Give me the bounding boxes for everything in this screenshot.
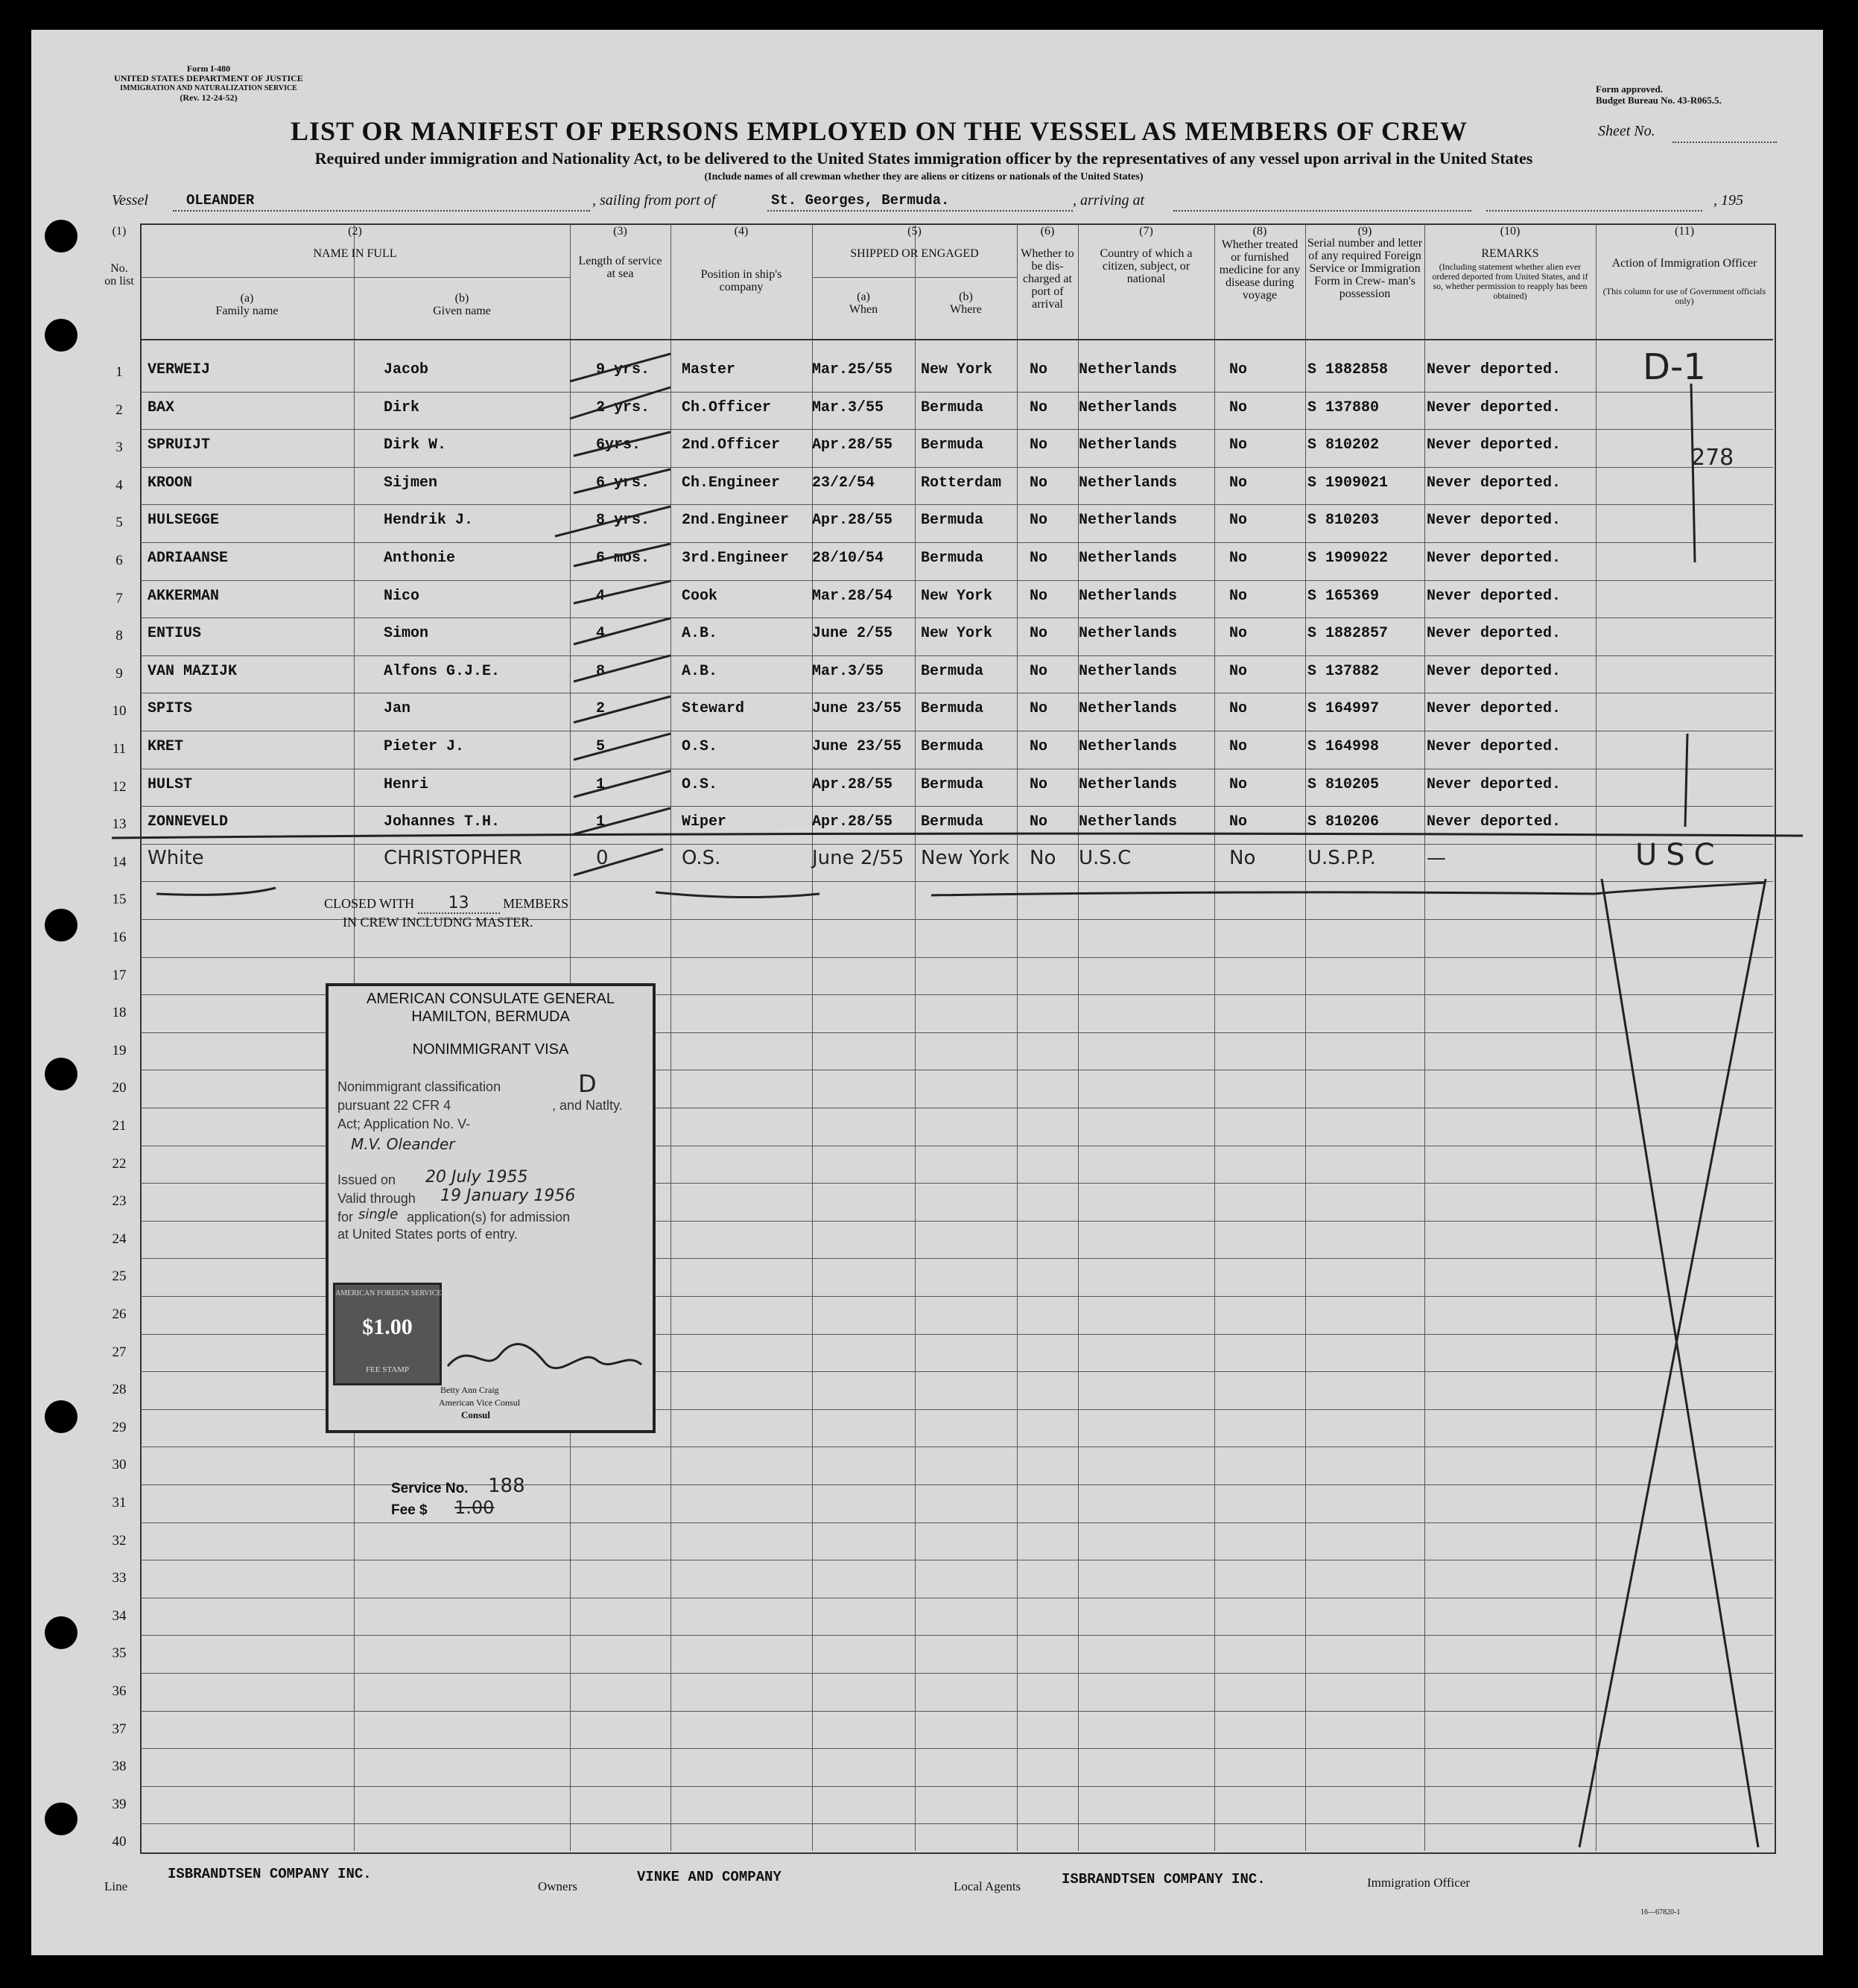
stamp-line2: HAMILTON, BERMUDA <box>411 1009 570 1025</box>
footer-officer-label: Immigration Officer <box>1367 1876 1471 1890</box>
revision: (Rev. 12-24-52) <box>180 92 238 103</box>
crew-country: Netherlands <box>1079 436 1178 454</box>
crew-shipped-when: Apr.28/55 <box>812 775 893 793</box>
crew-serial-number: S 810205 <box>1307 775 1380 793</box>
crew-serial-number: S 810203 <box>1307 512 1380 530</box>
crew-serial-number: U.S.P.P. <box>1307 846 1376 869</box>
crew-family-name: White <box>148 846 204 869</box>
crew-discharged: No <box>1030 700 1048 718</box>
crew-country: Netherlands <box>1079 738 1178 755</box>
crew-length-of-service: 9 yrs. <box>596 361 650 378</box>
crew-remarks: Never deported. <box>1427 398 1561 416</box>
col-8-number: (8) <box>1252 225 1267 238</box>
crew-family-name: SPRUIJT <box>148 436 211 454</box>
col-1-number: (1) <box>112 225 127 238</box>
crew-position: Steward <box>682 700 745 718</box>
crew-position: Ch.Officer <box>682 398 772 416</box>
crew-family-name: BAX <box>148 398 175 416</box>
stamp-application: application(s) for admission <box>407 1210 571 1225</box>
col-11-header: Action of Immigration Officer <box>1611 257 1757 270</box>
col-2a-header: (a) Family name <box>215 292 279 317</box>
crew-shipped-when: 23/2/54 <box>812 474 875 492</box>
crew-serial-number: S 137880 <box>1307 398 1380 416</box>
col-10-header: REMARKS <box>1481 247 1539 260</box>
stamp-pursuant: pursuant 22 CFR 4 <box>337 1098 451 1113</box>
stamp-natlty: , and Natlty. <box>552 1098 623 1113</box>
col-3-header: Length of service at sea <box>578 255 662 280</box>
crew-given-name: Anthonie <box>384 550 456 567</box>
footer-agents-label: Local Agents <box>954 1879 1021 1893</box>
crew-position: O.S. <box>682 775 718 793</box>
crew-serial-number: S 1882858 <box>1307 361 1389 378</box>
crew-remarks: Never deported. <box>1427 700 1561 718</box>
row-number: 40 <box>112 1834 127 1850</box>
vessel-label: Vessel <box>112 192 148 209</box>
crew-discharged: No <box>1030 398 1048 416</box>
row-number: 17 <box>112 967 127 983</box>
row-number: 23 <box>112 1193 127 1210</box>
crew-serial-number: S 137882 <box>1307 662 1380 680</box>
row-number: 3 <box>115 439 123 456</box>
crew-family-name: HULSEGGE <box>148 512 220 530</box>
crew-shipped-where: Rotterdam <box>921 474 1002 492</box>
row-number: 34 <box>112 1607 127 1624</box>
crew-shipped-where: Bermuda <box>921 662 984 680</box>
crew-family-name: ADRIAANSE <box>148 550 229 567</box>
crew-shipped-where: Bermuda <box>921 775 984 793</box>
footer-agents-value: ISBRANDTSEN COMPANY INC. <box>1062 1871 1266 1887</box>
crew-remarks: Never deported. <box>1427 587 1561 605</box>
row-number: 4 <box>115 477 123 493</box>
crew-position: Cook <box>682 587 718 605</box>
crew-shipped-where: Bermuda <box>921 550 984 567</box>
officer-usc: USC <box>1635 838 1724 872</box>
sailing-label: , sailing from port of <box>592 192 716 209</box>
footer-line-value: ISBRANDTSEN COMPANY INC. <box>168 1866 372 1882</box>
col-5b-header: (b) Where <box>950 290 982 316</box>
row-number: 20 <box>112 1080 127 1096</box>
crew-family-name: KRET <box>148 738 184 755</box>
service: IMMIGRATION AND NATURALIZATION SERVICE <box>120 84 297 92</box>
row-number: 26 <box>112 1306 127 1322</box>
row-number: 22 <box>112 1155 127 1172</box>
closed-note <box>324 894 568 914</box>
crew-discharged: No <box>1030 813 1048 831</box>
crew-remarks: Never deported. <box>1427 361 1561 378</box>
crew-shipped-where: New York <box>921 625 993 643</box>
stamp-for-label: for <box>337 1210 354 1225</box>
crew-shipped-when: June 2/55 <box>812 625 893 643</box>
row-number: 32 <box>112 1532 127 1549</box>
fee-stamp-bottom: FEE STAMP <box>365 1365 410 1374</box>
crew-family-name: HULST <box>148 775 193 793</box>
col-4-number: (4) <box>734 225 749 238</box>
crew-remarks: Never deported. <box>1427 474 1561 492</box>
col-11-note: (This column for use of Government officials only) <box>1602 286 1766 306</box>
row-number: 30 <box>112 1457 127 1473</box>
stamp-valid: 19 January 1956 <box>440 1187 576 1205</box>
stamp-ports: at United States ports of entry. <box>337 1227 518 1242</box>
crew-treated: No <box>1229 587 1248 605</box>
row-number: 28 <box>112 1382 127 1398</box>
row-number: 1 <box>115 364 123 380</box>
col-7-header: Country of which a citizen, subject, or national <box>1100 247 1193 285</box>
crew-shipped-when: June 2/55 <box>812 846 904 869</box>
crew-family-name: AKKERMAN <box>148 587 220 605</box>
crew-country: Netherlands <box>1079 474 1178 492</box>
crew-length-of-service: 0 <box>596 846 609 869</box>
col-5-header: SHIPPED OR ENGAGED <box>850 247 979 260</box>
col-2-number: (2) <box>348 225 362 238</box>
row-number: 5 <box>115 515 123 531</box>
fee-stamp-amount: $1.00 <box>362 1315 413 1339</box>
col-5a-header: (a) When <box>849 290 878 316</box>
page-title: LIST OR MANIFEST OF PERSONS EMPLOYED ON THE VESSEL AS MEMBERS OF CREW <box>291 116 1468 146</box>
department: UNITED STATES DEPARTMENT OF JUSTICE <box>114 73 303 83</box>
crew-country: Netherlands <box>1079 662 1178 680</box>
crew-length-of-service: 4 <box>596 587 606 605</box>
crew-discharged: No <box>1030 512 1048 530</box>
col-4-header: Position in ship's company <box>700 268 782 293</box>
crew-serial-number: S 810206 <box>1307 813 1380 831</box>
stamp-line3: NONIMMIGRANT VISA <box>412 1041 569 1058</box>
subtitle: Required under immigration and Nationality Act, to be delivered to the United States immigration officer by the representatives of any vessel upon arrival in the United States <box>314 149 1533 168</box>
crew-treated: No <box>1229 846 1256 869</box>
row-number: 18 <box>112 1005 127 1021</box>
stamp-vessel: M.V. Oleander <box>351 1135 455 1153</box>
crew-position: Master <box>682 361 736 378</box>
crew-shipped-when: Apr.28/55 <box>812 813 893 831</box>
crew-length-of-service: 8 yrs. <box>596 512 650 530</box>
crew-country: Netherlands <box>1079 550 1178 567</box>
fee-label: Fee $ <box>391 1502 428 1518</box>
crew-country: Netherlands <box>1079 361 1178 378</box>
crew-remarks: Never deported. <box>1427 436 1561 454</box>
crew-given-name: Henri <box>384 775 429 793</box>
crew-position: Wiper <box>682 813 727 831</box>
crew-given-name: Alfons G.J.E. <box>384 662 501 680</box>
crew-given-name: CHRISTOPHER <box>384 846 523 869</box>
fee-stamp-top: AMERICAN FOREIGN SERVICE <box>335 1289 442 1298</box>
footer-owners-value: VINKE AND COMPANY <box>637 1869 781 1885</box>
crew-family-name: VERWEIJ <box>148 361 211 378</box>
crew-shipped-where: Bermuda <box>921 398 984 416</box>
crew-remarks: — <box>1427 846 1446 869</box>
visa-stamp <box>326 983 656 1433</box>
crew-treated: No <box>1229 813 1248 831</box>
crew-shipped-where: New York <box>921 846 1010 869</box>
form-approved: Form approved. <box>1596 83 1664 95</box>
arriving-label: , arriving at <box>1073 192 1145 209</box>
fee-stamp <box>333 1283 442 1385</box>
stamp-signer: Betty Ann Craig <box>440 1385 499 1395</box>
crew-treated: No <box>1229 662 1248 680</box>
crew-shipped-when: Mar.25/55 <box>812 361 893 378</box>
col-1-header: No. on list <box>104 262 134 288</box>
stamp-valid-label: Valid through <box>337 1191 416 1206</box>
crew-given-name: Jacob <box>384 361 429 378</box>
stamp-act: Act; Application No. V- <box>337 1117 471 1131</box>
crew-shipped-when: Mar.28/54 <box>812 587 893 605</box>
crew-discharged: No <box>1030 662 1048 680</box>
crew-given-name: Jan <box>384 700 411 718</box>
row-number: 14 <box>112 854 127 870</box>
crew-position: A.B. <box>682 625 718 643</box>
closed-line2: IN CREW INCLUDNG MASTER. <box>343 915 533 930</box>
crew-position: O.S. <box>682 846 721 869</box>
stamp-classification: D <box>578 1070 597 1098</box>
crew-position: 2nd.Officer <box>682 436 781 454</box>
crew-length-of-service: 6 mos. <box>596 550 650 567</box>
crew-family-name: KROON <box>148 474 193 492</box>
crew-serial-number: S 165369 <box>1307 587 1380 605</box>
crew-shipped-when: 28/10/54 <box>812 550 884 567</box>
row-number: 15 <box>112 892 127 908</box>
crew-serial-number: S 1909021 <box>1307 474 1389 492</box>
stamp-for-value: single <box>358 1207 399 1222</box>
crew-length-of-service: 1 <box>596 813 606 831</box>
crew-country: Netherlands <box>1079 587 1178 605</box>
col-9-number: (9) <box>1357 225 1372 238</box>
year-label: , 195 <box>1713 192 1743 209</box>
footer-owners-label: Owners <box>538 1879 577 1893</box>
crew-family-name: ZONNEVELD <box>148 813 229 831</box>
officer-code: D-1 <box>1643 346 1706 388</box>
closed-label: CLOSED WITH <box>324 896 415 911</box>
crew-remarks: Never deported. <box>1427 625 1561 643</box>
crew-given-name: Hendrik J. <box>384 512 474 530</box>
row-number: 39 <box>112 1796 127 1812</box>
crew-country: Netherlands <box>1079 398 1178 416</box>
crew-given-name: Dirk <box>384 398 420 416</box>
crew-given-name: Nico <box>384 587 420 605</box>
crew-serial-number: S 164998 <box>1307 738 1380 755</box>
crew-country: Netherlands <box>1079 625 1178 643</box>
row-number: 29 <box>112 1419 127 1435</box>
crew-discharged: No <box>1030 436 1048 454</box>
officer-number: 278 <box>1691 445 1734 471</box>
stamp-title2: Consul <box>461 1409 491 1420</box>
crew-shipped-when: Mar.3/55 <box>812 398 884 416</box>
crew-length-of-service: 6 yrs. <box>596 474 650 492</box>
crew-treated: No <box>1229 775 1248 793</box>
crew-country: U.S.C <box>1079 846 1132 869</box>
crew-serial-number: S 810202 <box>1307 436 1380 454</box>
row-number: 19 <box>112 1042 127 1058</box>
col-6-header: Whether to be dis- charged at port of arrival <box>1021 247 1074 311</box>
crew-remarks: Never deported. <box>1427 550 1561 567</box>
row-number: 24 <box>112 1230 127 1247</box>
crew-length-of-service: 4 <box>596 625 606 643</box>
row-number: 36 <box>112 1683 127 1699</box>
crew-shipped-where: New York <box>921 361 993 378</box>
crew-shipped-where: Bermuda <box>921 813 984 831</box>
col-6-number: (6) <box>1040 225 1055 238</box>
crew-treated: No <box>1229 550 1248 567</box>
crew-position: Ch.Engineer <box>682 474 781 492</box>
crew-length-of-service: 2 <box>596 700 606 718</box>
crew-discharged: No <box>1030 587 1048 605</box>
col-5-number: (5) <box>907 225 922 238</box>
crew-treated: No <box>1229 700 1248 718</box>
row-number: 25 <box>112 1268 127 1285</box>
crew-discharged: No <box>1030 361 1048 378</box>
crew-discharged: No <box>1030 738 1048 755</box>
crew-length-of-service: 8 <box>596 662 606 680</box>
sailing-port: St. Georges, Bermuda. <box>771 192 950 209</box>
row-number: 12 <box>112 778 127 795</box>
crew-discharged: No <box>1030 846 1056 869</box>
footer-line-label: Line <box>104 1879 128 1893</box>
crew-position: O.S. <box>682 738 718 755</box>
crew-shipped-when: June 23/55 <box>812 700 902 718</box>
crew-shipped-when: June 23/55 <box>812 738 902 755</box>
closed-count: 13 <box>418 894 500 914</box>
col-10-number: (10) <box>1500 225 1521 238</box>
row-number: 37 <box>112 1721 127 1737</box>
stamp-title1: American Vice Consul <box>439 1397 521 1408</box>
row-number: 7 <box>115 590 123 606</box>
crew-remarks: Never deported. <box>1427 775 1561 793</box>
crew-given-name: Sijmen <box>384 474 438 492</box>
form-number: Form I-480 <box>186 63 231 74</box>
sheet-label: Sheet No. <box>1598 123 1655 139</box>
row-number: 11 <box>112 741 127 757</box>
row-number: 16 <box>112 930 127 945</box>
col-7-number: (7) <box>1139 225 1153 238</box>
row-number: 33 <box>112 1570 127 1587</box>
row-number: 35 <box>112 1645 127 1662</box>
row-number: 9 <box>115 665 123 682</box>
crew-serial-number: S 164997 <box>1307 700 1380 718</box>
crew-given-name: Dirk W. <box>384 436 447 454</box>
crew-discharged: No <box>1030 775 1048 793</box>
crew-family-name: VAN MAZIJK <box>148 662 238 680</box>
crew-country: Netherlands <box>1079 813 1178 831</box>
col-10-note: (Including statement whether alien ever ordered deported from United States, and if so, whether permission to reapply has been obtained) <box>1432 261 1588 301</box>
service-number: 188 <box>488 1475 525 1497</box>
crew-treated: No <box>1229 625 1248 643</box>
row-number: 2 <box>115 401 123 418</box>
crew-shipped-where: Bermuda <box>921 512 984 530</box>
crew-length-of-service: 2 yrs. <box>596 398 650 416</box>
row-number: 13 <box>112 816 127 833</box>
crew-treated: No <box>1229 398 1248 416</box>
crew-shipped-when: Apr.28/55 <box>812 436 893 454</box>
budget-number: Budget Bureau No. 43-R065.5. <box>1596 95 1722 106</box>
crew-length-of-service: 5 <box>596 738 606 755</box>
row-number: 27 <box>112 1344 127 1360</box>
row-number: 31 <box>112 1495 127 1511</box>
crew-family-name: SPITS <box>148 700 193 718</box>
closed-members: MEMBERS <box>503 896 569 911</box>
crew-remarks: Never deported. <box>1427 813 1561 831</box>
crew-treated: No <box>1229 474 1248 492</box>
crew-position: 3rd.Engineer <box>682 550 790 567</box>
crew-discharged: No <box>1030 474 1048 492</box>
row-number: 21 <box>112 1118 127 1134</box>
col-3-number: (3) <box>613 225 627 238</box>
crew-treated: No <box>1229 361 1248 378</box>
crew-shipped-where: Bermuda <box>921 436 984 454</box>
crew-length-of-service: 1 <box>596 775 606 793</box>
stamp-line1: AMERICAN CONSULATE GENERAL <box>366 991 615 1007</box>
crew-remarks: Never deported. <box>1427 662 1561 680</box>
crew-family-name: ENTIUS <box>148 625 202 643</box>
crew-position: 2nd.Engineer <box>682 512 790 530</box>
crew-country: Netherlands <box>1079 775 1178 793</box>
crew-country: Netherlands <box>1079 700 1178 718</box>
crew-remarks: Never deported. <box>1427 738 1561 755</box>
consul-signature <box>440 1336 649 1381</box>
row-number: 10 <box>112 703 127 720</box>
crew-length-of-service: 6yrs. <box>596 436 641 454</box>
crew-given-name: Johannes T.H. <box>384 813 501 831</box>
row-number: 8 <box>115 628 123 644</box>
crew-serial-number: S 1909022 <box>1307 550 1389 567</box>
crew-shipped-where: Bermuda <box>921 738 984 755</box>
crew-discharged: No <box>1030 625 1048 643</box>
crew-shipped-when: Mar.3/55 <box>812 662 884 680</box>
crew-country: Netherlands <box>1079 512 1178 530</box>
crew-position: A.B. <box>682 662 718 680</box>
crew-remarks: Never deported. <box>1427 512 1561 530</box>
crew-shipped-where: New York <box>921 587 993 605</box>
fee-value: 1.00 <box>454 1497 495 1518</box>
form-code: 16—67820-1 <box>1640 1908 1681 1916</box>
crew-discharged: No <box>1030 550 1048 567</box>
crew-shipped-when: Apr.28/55 <box>812 512 893 530</box>
vessel-name: OLEANDER <box>186 192 255 209</box>
crew-treated: No <box>1229 738 1248 755</box>
crew-treated: No <box>1229 436 1248 454</box>
stamp-issued-label: Issued on <box>337 1172 396 1187</box>
crew-treated: No <box>1229 512 1248 530</box>
col-11-number: (11) <box>1674 225 1695 238</box>
stamp-classification-label: Nonimmigrant classification <box>337 1079 501 1094</box>
stamp-issued: 20 July 1955 <box>425 1168 528 1187</box>
crew-serial-number: S 1882857 <box>1307 625 1389 643</box>
row-number: 6 <box>115 553 123 568</box>
col-8-header: Whether treated or furnished medicine for any disease during voyage <box>1219 238 1301 302</box>
col-2-header: NAME IN FULL <box>313 247 397 260</box>
row-number: 38 <box>112 1759 127 1775</box>
crew-given-name: Simon <box>384 625 429 643</box>
crew-note: (Include names of all crewman whether they are aliens or citizens or nationals of the United States) <box>704 171 1144 182</box>
crew-shipped-where: Bermuda <box>921 700 984 718</box>
col-9-header: Serial number and letter of any required Foreign Service or Immigration Form in Crew- man's possession <box>1307 237 1423 300</box>
service-label: Service No. <box>391 1481 469 1496</box>
crew-given-name: Pieter J. <box>384 738 465 755</box>
col-2b-header: (b) Given name <box>433 292 491 317</box>
